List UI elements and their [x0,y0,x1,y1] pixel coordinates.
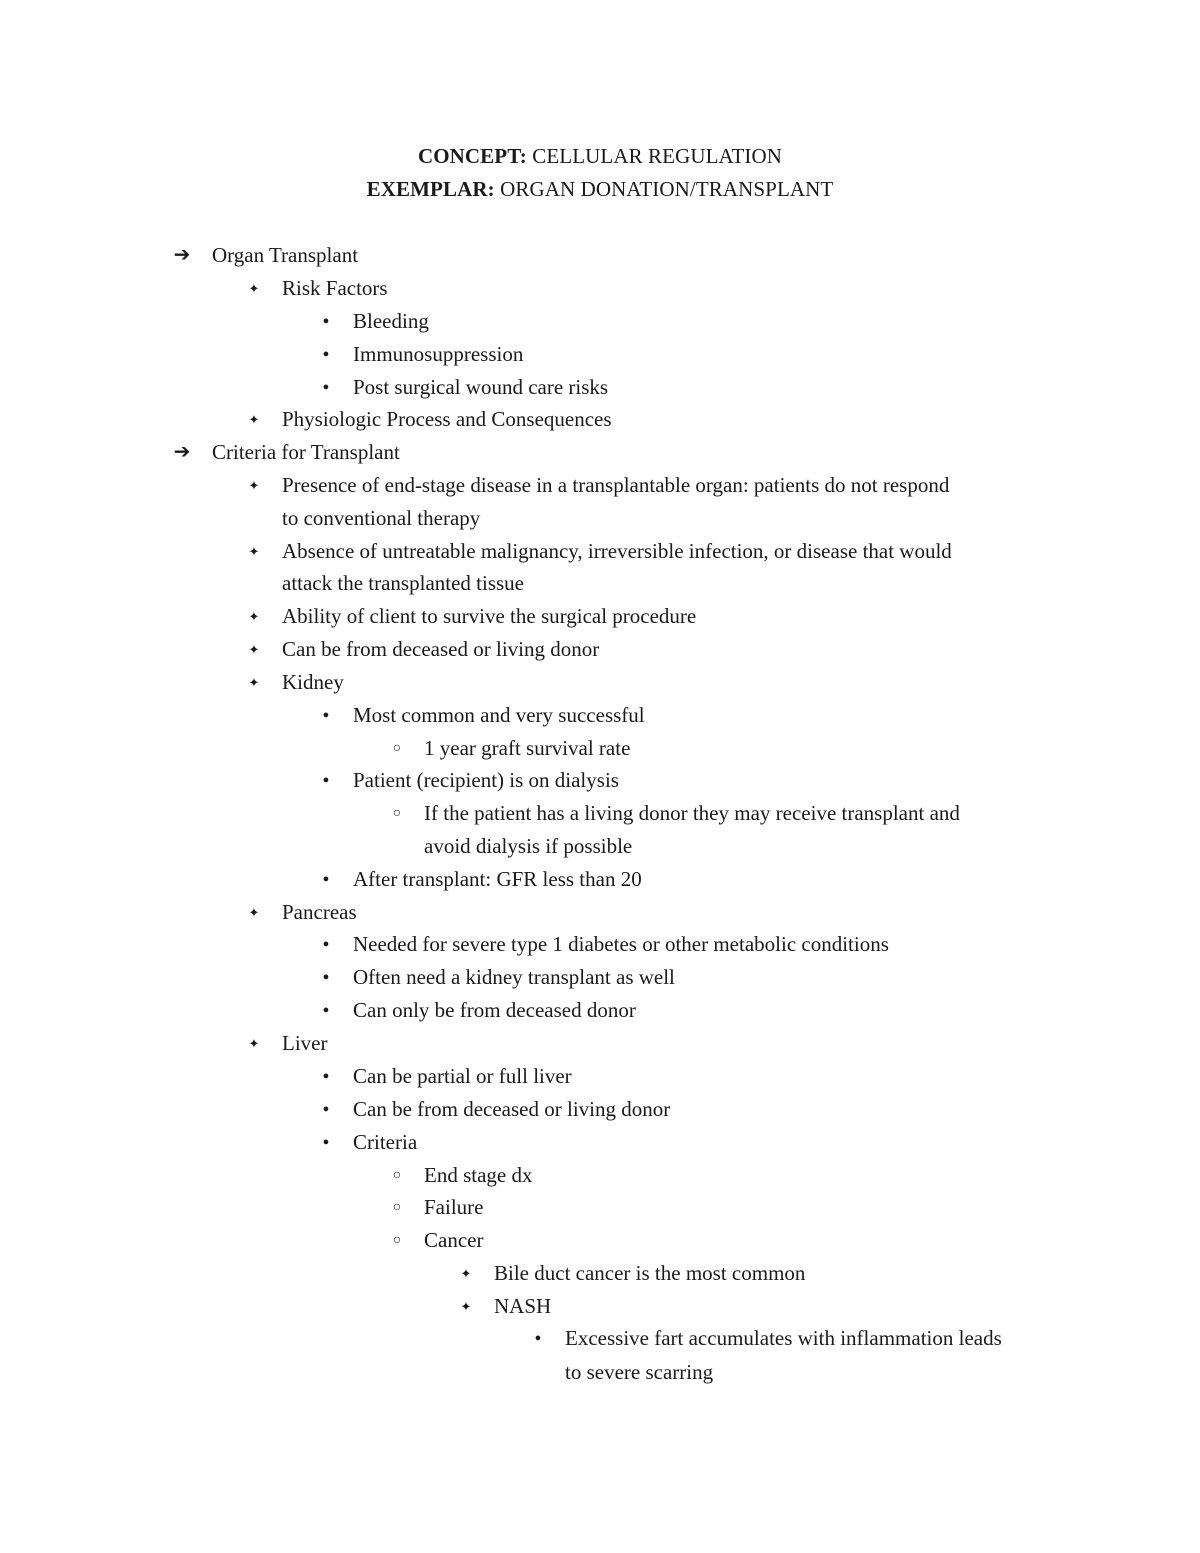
dot-bullet-icon: ● [322,315,330,327]
concept-value: CELLULAR REGULATION [532,144,783,168]
list-item-text: If the patient has a living donor they may receive transplant and [424,801,960,825]
list-item-text: Physiologic Process and Consequences [282,407,612,431]
circle-bullet-icon: ○ [392,1168,402,1183]
dot-bullet-icon: ● [322,1136,330,1148]
list-item-text: Bile duct cancer is the most common [494,1261,806,1285]
list-item-text: Organ Transplant [212,243,359,267]
list-item-text: attack the transplanted tissue [282,571,525,595]
dot-bullet-icon: ● [322,971,330,983]
list-item-text: Pancreas [282,900,357,924]
dot-bullet-icon: ● [322,1103,330,1115]
list-item-text: Bleeding [353,309,429,333]
list-item-text: 1 year graft survival rate [424,736,631,760]
dot-bullet-icon: ● [322,1070,330,1082]
star-bullet-icon: ✦ [248,905,260,920]
list-item-text: to severe scarring [565,1360,714,1384]
list-item-text: NASH [494,1294,552,1318]
list-item-text: Failure [424,1195,484,1219]
list-item-text: Criteria for Transplant [212,440,400,464]
star-bullet-icon: ✦ [460,1266,472,1281]
list-item-text: After transplant: GFR less than 20 [353,867,642,891]
dot-bullet-icon: ● [322,873,330,885]
list-item-text: Can only be from deceased donor [353,998,636,1022]
star-bullet-icon: ✦ [248,281,260,296]
star-bullet-icon: ✦ [248,544,260,559]
exemplar-label: EXEMPLAR: [366,177,495,201]
circle-bullet-icon: ○ [392,806,402,821]
dot-bullet-icon: ● [322,774,330,786]
dot-bullet-icon: ● [534,1332,542,1344]
star-bullet-icon: ✦ [248,1036,260,1051]
list-item-text: to conventional therapy [282,506,481,530]
star-bullet-icon: ✦ [460,1299,472,1314]
list-item-text: Excessive fart accumulates with inflammation leads [565,1326,1002,1350]
list-item-text: Kidney [282,670,344,694]
star-bullet-icon: ✦ [248,478,260,493]
list-item-text: End stage dx [424,1163,533,1187]
list-item-text: Patient (recipient) is on dialysis [353,768,619,792]
star-bullet-icon: ✦ [248,412,260,427]
list-item-text: Criteria [353,1130,418,1154]
concept-title [0,144,1200,168]
star-bullet-icon: ✦ [248,642,260,657]
dot-bullet-icon: ● [322,381,330,393]
dot-bullet-icon: ● [322,348,330,360]
dot-bullet-icon: ● [322,1004,330,1016]
exemplar-title [0,177,1200,201]
list-item-text: Can be partial or full liver [353,1064,572,1088]
arrow-bullet-icon: ➔ [173,441,191,463]
list-item-text: Ability of client to survive the surgical procedure [282,604,697,628]
list-item-text: Needed for severe type 1 diabetes or other metabolic conditions [353,932,889,956]
list-item-text: Most common and very successful [353,703,645,727]
star-bullet-icon: ✦ [248,675,260,690]
list-item-text: Presence of end-stage disease in a transplantable organ: patients do not respond [282,473,950,497]
circle-bullet-icon: ○ [392,741,402,756]
list-item-text: Cancer [424,1228,484,1252]
list-item-text: Liver [282,1031,328,1055]
list-item-text: Post surgical wound care risks [353,375,609,399]
list-item-text: Absence of untreatable malignancy, irreversible infection, or disease that would [282,539,952,563]
dot-bullet-icon: ● [322,938,330,950]
list-item-text: Often need a kidney transplant as well [353,965,675,989]
arrow-bullet-icon: ➔ [173,244,191,266]
exemplar-value: ORGAN DONATION/TRANSPLANT [500,177,834,201]
circle-bullet-icon: ○ [392,1200,402,1215]
list-item-text: Risk Factors [282,276,388,300]
circle-bullet-icon: ○ [392,1233,402,1248]
concept-label: CONCEPT: [417,144,527,168]
list-item-text: avoid dialysis if possible [424,834,633,858]
star-bullet-icon: ✦ [248,609,260,624]
list-item-text: Can be from deceased or living donor [353,1097,671,1121]
dot-bullet-icon: ● [322,709,330,721]
list-item-text: Can be from deceased or living donor [282,637,600,661]
list-item-text: Immunosuppression [353,342,524,366]
